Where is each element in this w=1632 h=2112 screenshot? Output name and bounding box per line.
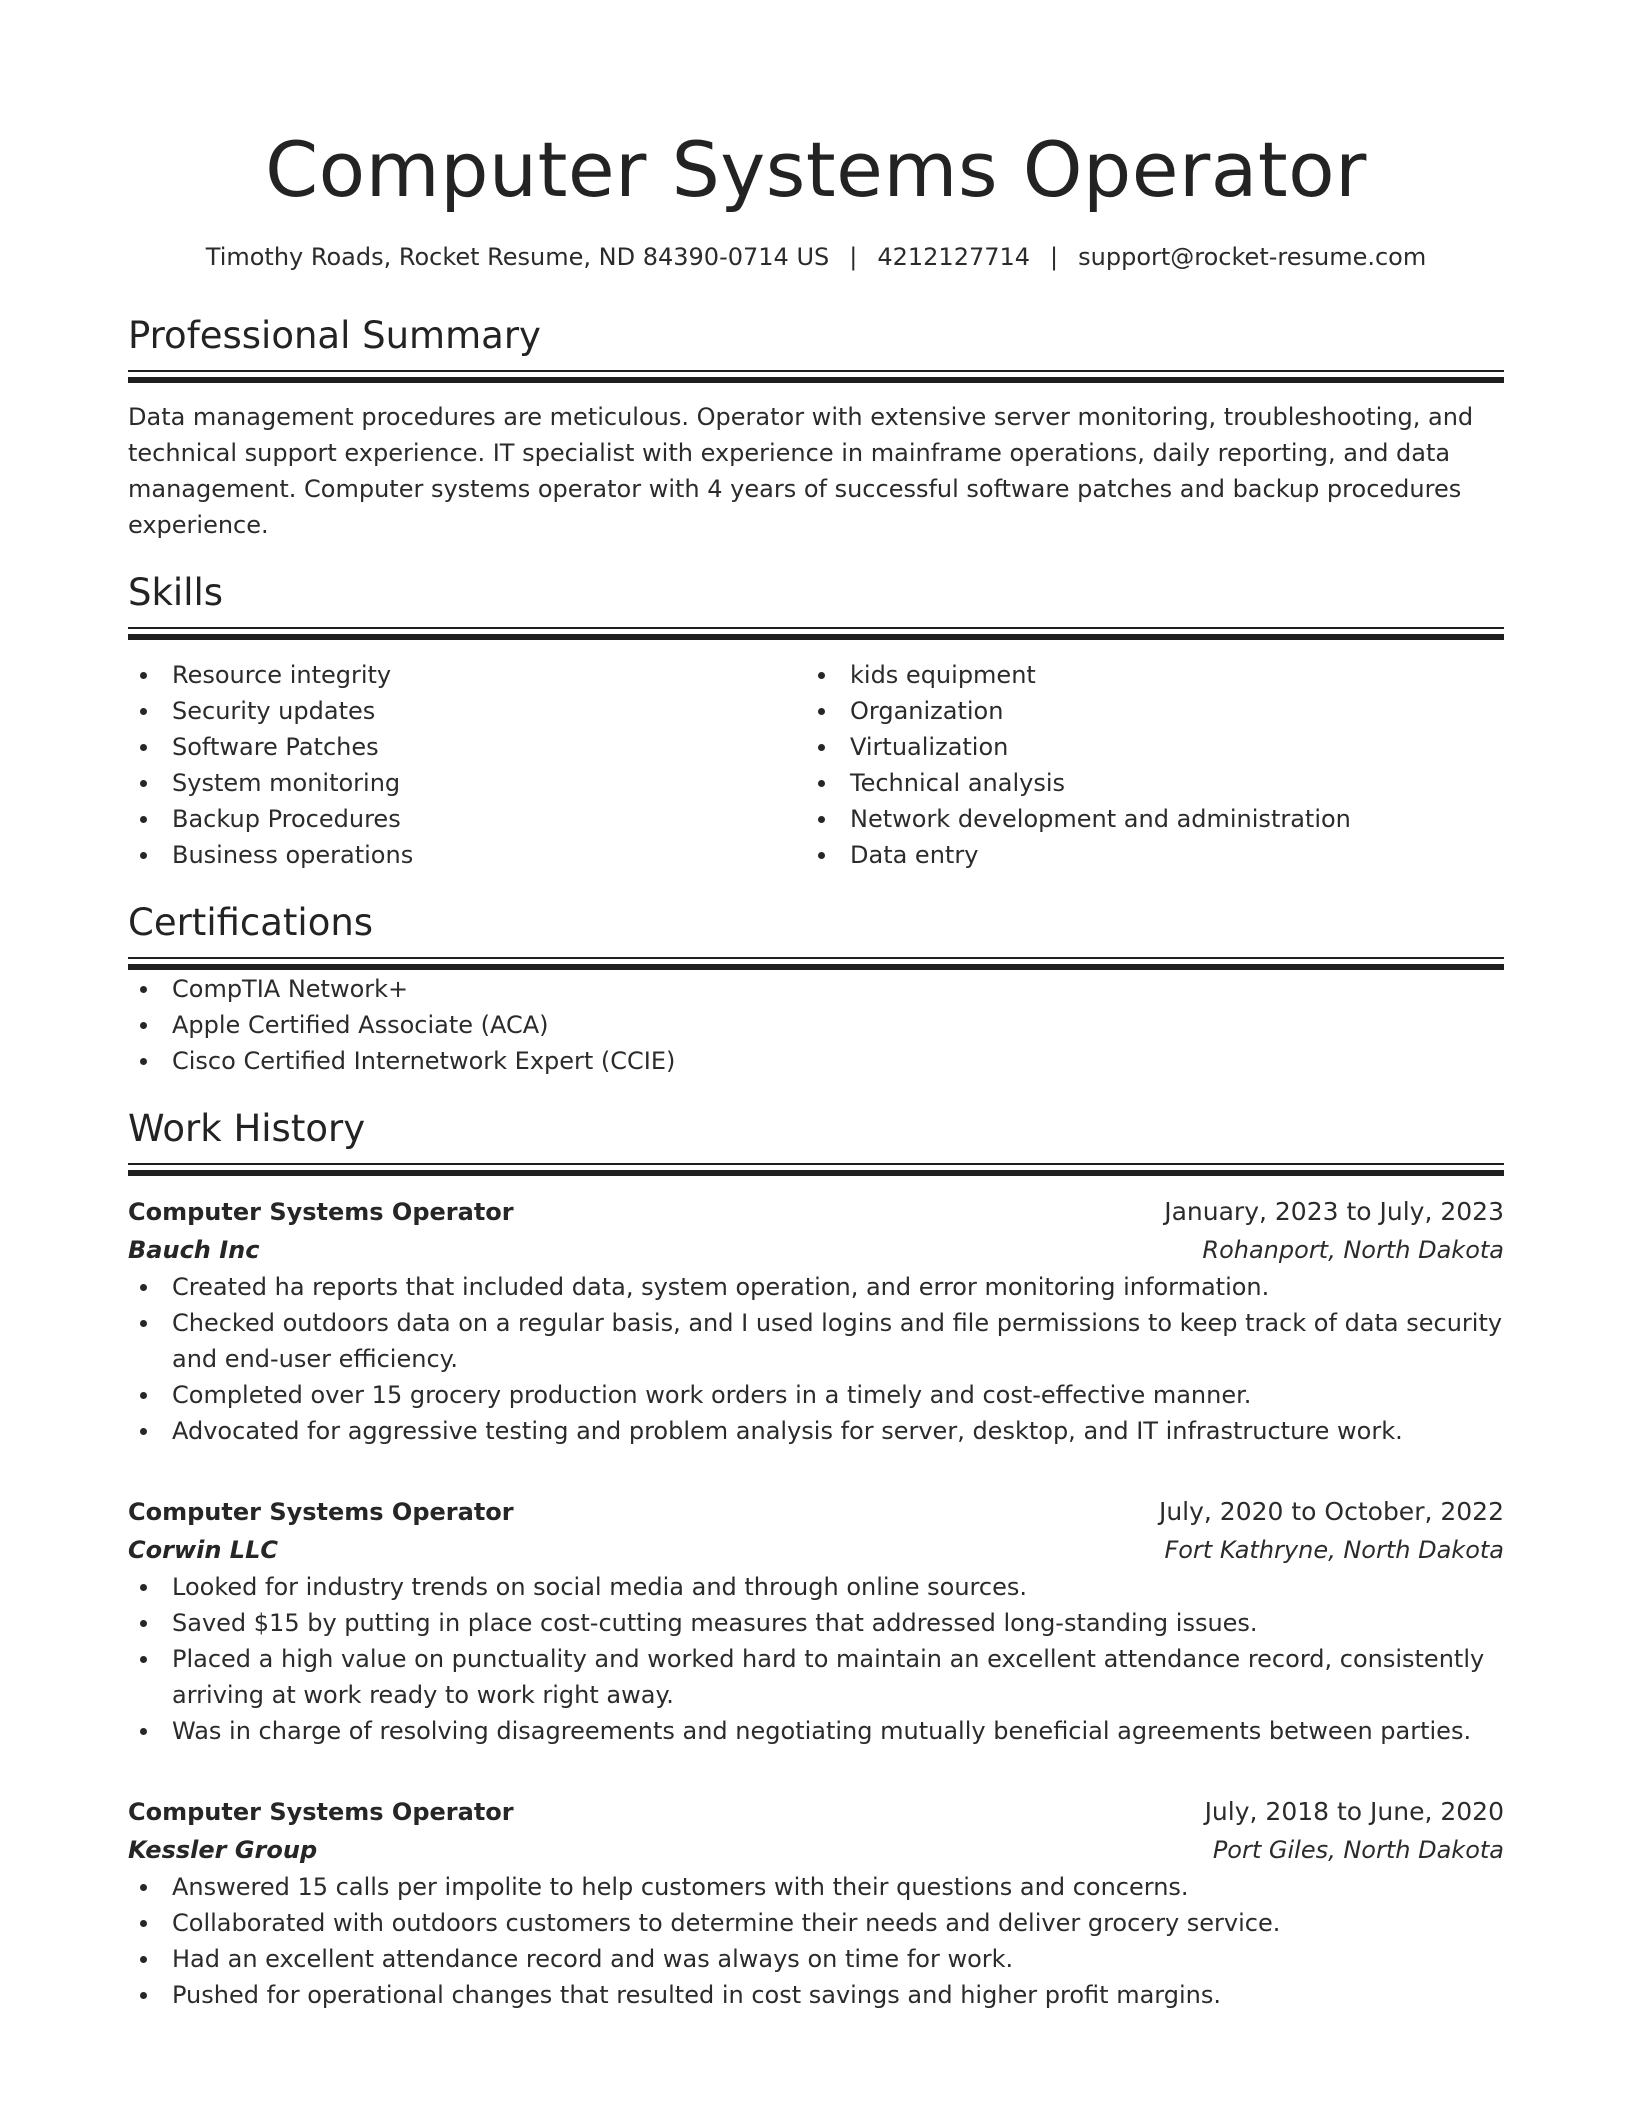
job-company: Kessler Group [128,1836,318,1864]
section-divider [128,1163,1504,1177]
certification-label: Cisco Certified Internetwork Expert (CCIE) [172,1047,676,1075]
skills-column-right [806,657,1484,873]
section-divider [128,627,1504,641]
job-header-row [128,1793,1504,1831]
skill-label: Software Patches [172,733,379,761]
bullet-icon [818,816,825,823]
section-heading-summary: Professional Summary [128,314,541,357]
job-location: Rohanport, North Dakota [1202,1236,1504,1264]
skill-label: Network development and administration [850,805,1351,833]
job-dates: July, 2018 to June, 2020 [1204,1797,1504,1826]
bullet-icon [140,1884,147,1891]
skill-item [806,657,1484,693]
bullet-icon [140,780,147,787]
job-dates: July, 2020 to October, 2022 [1158,1497,1504,1526]
section-heading-certifications: Certifications [128,901,374,944]
resume-title: Computer Systems Operator [265,125,1367,214]
bullet-icon [818,852,825,859]
skills-section [128,569,1504,873]
bullet-icon [140,1992,147,1999]
skill-label: Virtualization [850,733,1009,761]
skill-item [806,729,1484,765]
work-history-section [128,1105,1504,2013]
skill-label: System monitoring [172,769,401,797]
bullet-icon [140,1620,147,1627]
bullet-icon [140,708,147,715]
job-duty-item [128,1413,1504,1449]
job-duty-text: Completed over 15 grocery production work orders in a timely and cost-effective manner. [172,1381,1252,1409]
skill-item [806,765,1484,801]
bullet-icon [140,852,147,859]
skill-label: Backup Procedures [172,805,401,833]
section-divider [128,957,1504,971]
skill-item [806,837,1484,873]
resume-page [128,0,1504,2013]
skill-label: Resource integrity [172,661,392,689]
skills-grid [128,657,1504,873]
job-duty-item [128,1605,1504,1641]
bullet-icon [140,1320,147,1327]
job-duties-list [128,1569,1504,1749]
bullet-icon [140,1392,147,1399]
section-heading-skills: Skills [128,571,224,614]
skill-item [128,837,806,873]
job-duty-item [128,1869,1504,1905]
job-duty-item [128,1569,1504,1605]
bullet-icon [818,672,825,679]
job-duty-item [128,1941,1504,1977]
job-company-row [128,1831,1504,1869]
contact-line [128,240,1504,274]
contact-phone: 4212127714 [877,243,1031,271]
job-title: Computer Systems Operator [128,1798,514,1826]
job-duty-item [128,1269,1504,1305]
job-entry [128,1793,1504,2013]
job-duty-item [128,1713,1504,1749]
skill-label: Security updates [172,697,376,725]
professional-summary-section [128,312,1504,543]
skill-label: Business operations [172,841,414,869]
job-duty-item [128,1377,1504,1413]
job-duties-list [128,1269,1504,1449]
skills-list-left [128,657,806,873]
job-duty-text: Checked outdoors data on a regular basis, and I used logins and file permissions to keep track of data security and end-user efficiency. [172,1309,1503,1373]
job-duty-text: Had an excellent attendance record and was always on time for work. [172,1945,1014,1973]
summary-text: Data management procedures are meticulous. Operator with extensive server monitoring, troubleshooting, and technical support experience. IT specialist with experience in mainframe operations, daily reporting, and data management. Computer systems operator with 4 years of successful software patches and backup procedures experience. [128,403,1474,539]
contact-separator: | [849,243,858,271]
job-location: Fort Kathryne, North Dakota [1164,1536,1504,1564]
skill-label: Technical analysis [850,769,1066,797]
job-header-row [128,1493,1504,1531]
contact-address: Timothy Roads, Rocket Resume, ND 84390-0714 US [205,243,830,271]
skill-item [128,801,806,837]
job-duty-item [128,1305,1504,1377]
bullet-icon [140,1428,147,1435]
bullet-icon [140,816,147,823]
certification-item [128,1043,1504,1079]
bullet-icon [140,1584,147,1591]
bullet-icon [140,1058,147,1065]
certification-label: CompTIA Network+ [172,975,409,1003]
job-duty-text: Was in charge of resolving disagreements and negotiating mutually beneficial agreements between parties. [172,1717,1472,1745]
job-duty-text: Looked for industry trends on social media and through online sources. [172,1573,1027,1601]
bullet-icon [140,1284,147,1291]
certification-item [128,971,1504,1007]
bullet-icon [140,672,147,679]
job-duty-item [128,1905,1504,1941]
job-dates: January, 2023 to July, 2023 [1164,1197,1504,1226]
bullet-icon [140,1022,147,1029]
job-company: Bauch Inc [128,1236,260,1264]
skill-item [128,693,806,729]
certifications-section [128,899,1504,1079]
job-title: Computer Systems Operator [128,1198,514,1226]
skills-list-right [806,657,1484,873]
job-entry [128,1193,1504,1449]
bullet-icon [140,1656,147,1663]
job-duty-text: Created ha reports that included data, system operation, and error monitoring information. [172,1273,1270,1301]
job-duty-text: Placed a high value on punctuality and worked hard to maintain an excellent attendance record, consistently arriving at work ready to work right away. [172,1645,1485,1709]
skill-label: Organization [850,697,1004,725]
skill-item [128,729,806,765]
job-header-row [128,1193,1504,1231]
contact-separator: | [1050,243,1059,271]
bullet-icon [818,780,825,787]
skill-item [806,693,1484,729]
job-entry [128,1493,1504,1749]
section-heading-work-history: Work History [128,1107,366,1150]
skill-item [806,801,1484,837]
bullet-icon [140,1956,147,1963]
bullet-icon [140,1728,147,1735]
job-duty-text: Saved $15 by putting in place cost-cutting measures that addressed long-standing issues. [172,1609,1258,1637]
job-duty-text: Pushed for operational changes that resulted in cost savings and higher profit margins. [172,1981,1221,2009]
job-company: Corwin LLC [128,1536,278,1564]
job-location: Port Giles, North Dakota [1212,1836,1504,1864]
section-divider [128,370,1504,384]
certification-item [128,1007,1504,1043]
job-company-row [128,1531,1504,1569]
job-duty-text: Collaborated with outdoors customers to determine their needs and deliver grocery service. [172,1909,1281,1937]
certifications-list [128,971,1504,1079]
bullet-icon [140,986,147,993]
job-duties-list [128,1869,1504,2013]
job-duty-item [128,1641,1504,1713]
skills-column-left [128,657,806,873]
job-company-row [128,1231,1504,1269]
bullet-icon [818,744,825,751]
skill-label: kids equipment [850,661,1036,689]
job-duty-text: Answered 15 calls per impolite to help customers with their questions and concerns. [172,1873,1189,1901]
bullet-icon [140,1920,147,1927]
job-duty-item [128,1977,1504,2013]
contact-email[interactable]: support@rocket-resume.com [1078,243,1427,271]
skill-item [128,765,806,801]
skill-item [128,657,806,693]
certification-label: Apple Certified Associate (ACA) [172,1011,549,1039]
job-duty-text: Advocated for aggressive testing and problem analysis for server, desktop, and IT infrastructure work. [172,1417,1403,1445]
skill-label: Data entry [850,841,979,869]
job-title: Computer Systems Operator [128,1498,514,1526]
bullet-icon [818,708,825,715]
bullet-icon [140,744,147,751]
